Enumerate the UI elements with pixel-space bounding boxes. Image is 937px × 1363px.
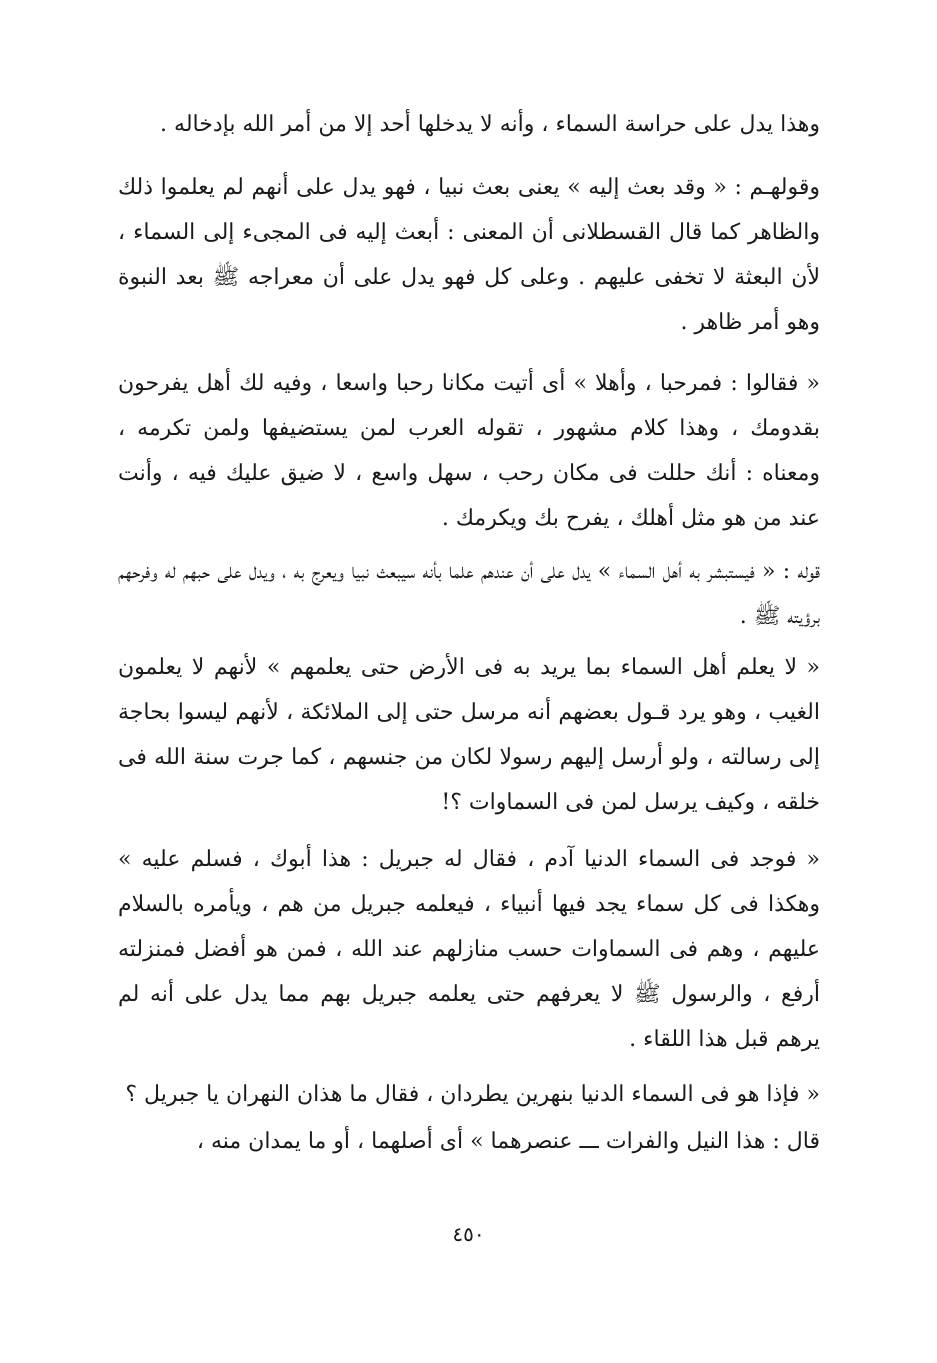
page-number: ٤٥٠ (452, 1222, 485, 1246)
paragraph-8: قال : هذا النيل والفرات ـــ عنصرهما » أى أصلهما ، أو ما يمدان منه ، (196, 1129, 820, 1154)
paragraph-7: « فإذا هو فى السماء الدنيا بنهرين يطردان ، فقال ما هذان النهران يا جبريل ؟ (125, 1082, 820, 1107)
paragraph-4: قوله : « فيستبشر به أهل السماء » يدل على أن عندهم علما بأنه سيبعث نبيا ويعرج به ، ويدل على حبهم له وفرحهم برؤيته ﷺ . (118, 559, 820, 629)
paragraph-6: « فوجد فى السماء الدنيا آدم ، فقال له جبريل : هذا أبوك ، فسلم عليه » وهكذا فى كل سماء يجد فيها أنبياء ، فيعلمه جبريل من هم ، ويأمره بالسلام عليهم ، وهم فى السماوات حسب منازلهم عند الله ، فمن هو أفضل فمنزلته أرفع ، والرسول ﷺ لا يعرفهم حتى يعلمه جبريل بهم مما يدل على أنه لم يرهم قبل هذا اللقاء . (118, 847, 820, 1052)
paragraph-1: وهذا يدل على حراسة السماء ، وأنه لا يدخلها أحد إلا من أمر الله بإدخاله . (160, 112, 820, 137)
paragraph-5: « لا يعلم أهل السماء بما يريد به فى الأرض حتى يعلمهم » لأنهم لا يعلمون الغيب ، وهو يرد قـول بعضهم أنه مرسل حتى إلى الملائكة ، لأنهم ليسوا بحاجة إلى رسالته ، ولو أرسل إليهم رسولا لكان من جنسهم ، كما جرت سنة الله فى خلقه ، وكيف يرسل لمن فى السماوات ؟! (118, 655, 820, 815)
body-text (118, 102, 820, 1164)
paragraph-3: « فقالوا : فمرحبا ، وأهلا » أى أتيت مكانا رحبا واسعا ، وفيه لك أهل يفرحون بقدومك ، وهذا كلام مشهور ، تقوله العرب لمن يستضيفها ولمن تكرمه ، ومعناه : أنك حللت فى مكان رحب ، سهل واسع ، لا ضيق عليك فيه ، وأنت عند من هو مثل أهلك ، يفرح بك ويكرمك . (118, 371, 820, 531)
paragraph-2: وقولهـم : « وقد بعث إليه » يعنى بعث نبيا ، فهو يدل على أنهم لم يعلموا ذلك والظاهر كما قال القسطلانى أن المعنى : أبعث إليه فى المجىء إلى السماء ، لأن البعثة لا تخفى عليهم . وعلى كل فهو يدل على أن معراجه ﷺ بعد النبوة وهو أمر ظاهر . (118, 175, 820, 335)
